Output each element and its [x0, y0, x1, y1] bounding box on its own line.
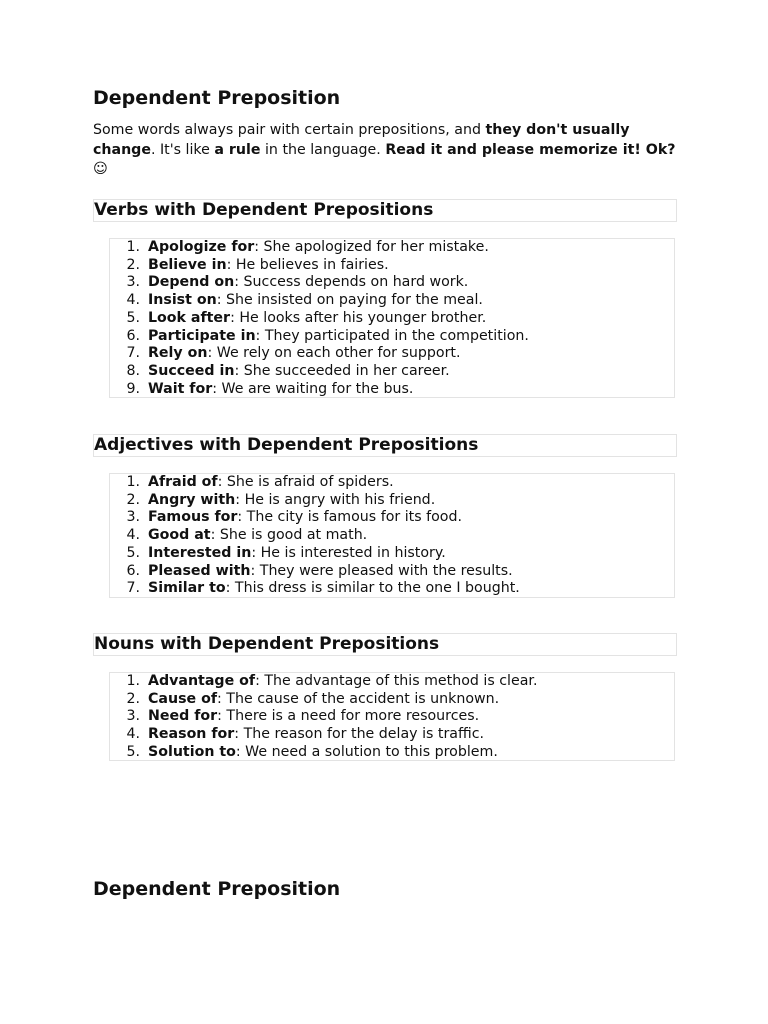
term: Interested in — [148, 544, 252, 561]
term: Insist on — [148, 292, 217, 309]
term: Angry with — [148, 491, 236, 508]
intro-bold-1: they don't usually change — [93, 122, 630, 158]
section-heading-adjectives: Adjectives with Dependent Prepositions — [93, 434, 677, 457]
example: : Success depends on hard work. — [234, 274, 469, 291]
example: : We need a solution to this problem. — [235, 743, 498, 760]
example: : This dress is similar to the one I bought. — [225, 580, 520, 597]
list-item: 8. Succeed in : She succeeded in her career. — [126, 362, 450, 379]
list-item: 2. Believe in : He believes in fairies. — [126, 256, 389, 273]
term: Succeed in — [148, 362, 235, 379]
example: : He looks after his younger brother. — [230, 309, 487, 326]
example: : They were pleased with the results. — [250, 562, 513, 579]
adjectives-list — [110, 474, 674, 598]
example: : We rely on each other for support. — [207, 345, 461, 362]
term: Depend on — [148, 274, 235, 291]
term: Cause of — [148, 690, 218, 707]
footer-title: Dependent Preposition — [93, 878, 341, 900]
list-item: 1. Advantage of : The advantage of this method is clear. — [126, 673, 538, 689]
term: Advantage of — [148, 673, 256, 689]
list-item: 9. Wait for : We are waiting for the bus. — [126, 380, 414, 397]
list-item: 4. Insist on : She insisted on paying for the meal. — [126, 292, 483, 309]
list-item: 3. Need for : There is a need for more resources. — [126, 708, 480, 725]
example: : The city is famous for its food. — [237, 509, 462, 526]
term: Solution to — [148, 743, 236, 760]
section-heading-nouns: Nouns with Dependent Prepositions — [93, 633, 677, 656]
intro-text-1: Some words always pair with certain prepositions, and — [93, 122, 486, 138]
example: : He believes in fairies. — [226, 256, 389, 273]
verbs-list — [110, 239, 674, 398]
intro-bold-2: a rule — [214, 141, 261, 158]
intro-text-2: . It's like — [150, 141, 215, 158]
term: Famous for — [148, 509, 238, 526]
list-item: 7. Similar to : This dress is similar to the one I bought. — [126, 580, 520, 597]
term: Believe in — [148, 256, 227, 273]
example: : She succeeded in her career. — [234, 362, 450, 379]
intro-text-3: in the language. — [260, 141, 386, 158]
term: Participate in — [148, 327, 256, 344]
term: Afraid of — [148, 474, 218, 490]
list-item: 4. Reason for : The reason for the delay is traffic. — [126, 726, 485, 743]
list-item: 5. Solution to : We need a solution to this problem. — [126, 743, 498, 760]
term: Rely on — [148, 345, 208, 362]
list-item: 1. Afraid of : She is afraid of spiders. — [126, 474, 394, 490]
example: : She is good at math. — [210, 527, 368, 544]
example: : He is angry with his friend. — [235, 491, 436, 508]
example: : The advantage of this method is clear. — [255, 673, 538, 689]
term: Good at — [148, 527, 211, 544]
list-item: 2. Cause of : The cause of the accident is unknown. — [126, 690, 500, 707]
page-title: Dependent Preposition — [93, 87, 341, 109]
example: : He is interested in history. — [251, 544, 446, 561]
term: Need for — [148, 708, 218, 725]
list-item: 3. Depend on : Success depends on hard work. — [126, 274, 469, 291]
adjectives-list-box — [109, 473, 675, 598]
example: : We are waiting for the bus. — [212, 380, 414, 397]
list-item: 6. Participate in : They participated in the competition. — [126, 327, 529, 344]
example: : She apologized for her mistake. — [254, 239, 489, 255]
list-item: 1. Apologize for : She apologized for her mistake. — [126, 239, 489, 255]
list-item: 7. Rely on : We rely on each other for support. — [126, 345, 461, 362]
list-item: 4. Good at : She is good at math. — [126, 527, 368, 544]
term: Look after — [148, 309, 231, 326]
term: Apologize for — [148, 239, 255, 255]
smiley-emoji: ☺ — [93, 161, 108, 177]
list-item: 3. Famous for : The city is famous for its food. — [126, 509, 462, 526]
term: Wait for — [148, 380, 213, 397]
example: : She is afraid of spiders. — [217, 474, 394, 490]
list-item: 2. Angry with : He is angry with his friend. — [126, 491, 436, 508]
example: : The reason for the delay is traffic. — [234, 726, 485, 743]
example: : There is a need for more resources. — [217, 708, 480, 725]
intro-paragraph — [93, 121, 677, 180]
example: : The cause of the accident is unknown. — [217, 690, 500, 707]
list-item: 5. Interested in : He is interested in history. — [126, 544, 446, 561]
term: Similar to — [148, 580, 226, 597]
section-heading-verbs: Verbs with Dependent Prepositions — [93, 199, 677, 222]
term: Pleased with — [148, 562, 251, 579]
list-item: 5. Look after : He looks after his younger brother. — [126, 309, 487, 326]
term: Reason for — [148, 726, 235, 743]
intro-bold-3: Read it and please memorize it! Ok? — [385, 141, 676, 158]
example: : She insisted on paying for the meal. — [216, 292, 483, 309]
example: : They participated in the competition. — [255, 327, 529, 344]
list-item: 6. Pleased with : They were pleased with the results. — [126, 562, 513, 579]
nouns-list — [110, 673, 674, 762]
nouns-list-box — [109, 672, 675, 761]
verbs-list-box — [109, 238, 675, 398]
